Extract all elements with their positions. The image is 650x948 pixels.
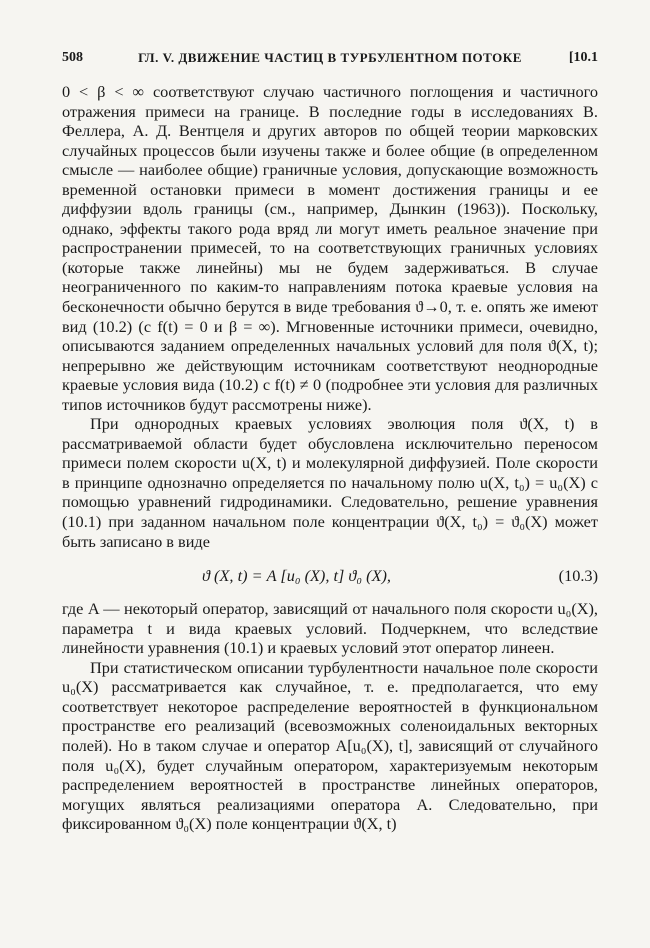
equation-number: (10.3): [558, 566, 598, 586]
section-number: [10.1: [568, 50, 598, 65]
page-header: [62, 50, 598, 72]
page-body: [62, 82, 598, 834]
paragraph-1: 0 < β < ∞ соответствуют случаю частичного поглощения и частичного отражения примеси на границе. В последние годы в исследованиях В. Феллера, А. Д. Вентцеля и других авторов по общей теории марковских случайных процессов были изучены также и более общие (в определенном смысле — наиболее общие) граничные условия, допускающие возможность временной остановки примеси в момент достижения границы и ее диффузии вдоль границы (см., например, Дынкин (1963)). Поскольку, однако, эффекты такого рода вряд ли могут иметь реальное значение при распространении примесей, то на соответствующих граничных условиях (которые также линейны) мы не будем задерживаться. В случае неограниченного по каким-то направлениям потока краевые условия на бесконечности обычно берутся в виде требования ϑ→0, т. е. опять же имеют вид (10.2) (с f(t) = 0 и β = ∞). Мгновенные источники примеси, очевидно, описываются заданием определенных начальных условий для поля ϑ(X, t); непрерывно же действующим источникам соответствуют неоднородные краевые условия вида (10.2) с f(t) ≠ 0 (подробнее эти условия для различных типов источников будут рассмотрены ниже).: [62, 82, 598, 414]
equation-expression: ϑ (X, t) = A [u₀ (X), t] ϑ₀ (X),: [202, 566, 392, 586]
paragraph-2: При однородных краевых условиях эволюция поля ϑ(X, t) в рассматриваемой области будет обусловлена исключительно переносом примеси полем скорости u(X, t) и молекулярной диффузией. Поле скорости в принципе однозначно определяется по начальному полю u(X, t₀) = u₀(X) с помощью уравнений гидродинамики. Следовательно, решение уравнения (10.1) при заданном начальном поле концентрации ϑ(X, t₀) = ϑ₀(X) может быть записано в виде: [62, 414, 598, 551]
running-title: ГЛ. V. ДВИЖЕНИЕ ЧАСТИЦ В ТУРБУЛЕНТНОМ ПОТОКЕ: [138, 50, 522, 65]
paragraph-4: При статистическом описании турбулентности начальное поле скорости u₀(X) рассматривается как случайное, т. е. предполагается, что ему соответствует некоторое распределение вероятностей в функциональном пространстве его реализаций (всевозможных соленоидальных векторных полей). Но в таком случае и оператор A[u₀(X), t], зависящий от случайного поля u₀(X), будет случайным оператором, характеризуемым некоторым распределением вероятностей в пространстве линейных операторов, могущих являться реализациями оператора A. Следовательно, при фиксированном ϑ₀(X) поле концентрации ϑ(X, t): [62, 657, 598, 834]
paragraph-3: где A — некоторый оператор, зависящий от начального поля скорости u₀(X), параметра t и вида краевых условий. Подчеркнем, что вследствие линейности уравнения (10.1) и краевых условий этот оператор линеен.: [62, 599, 598, 658]
page-number: 508: [62, 50, 83, 65]
equation-10-3: [62, 553, 598, 599]
